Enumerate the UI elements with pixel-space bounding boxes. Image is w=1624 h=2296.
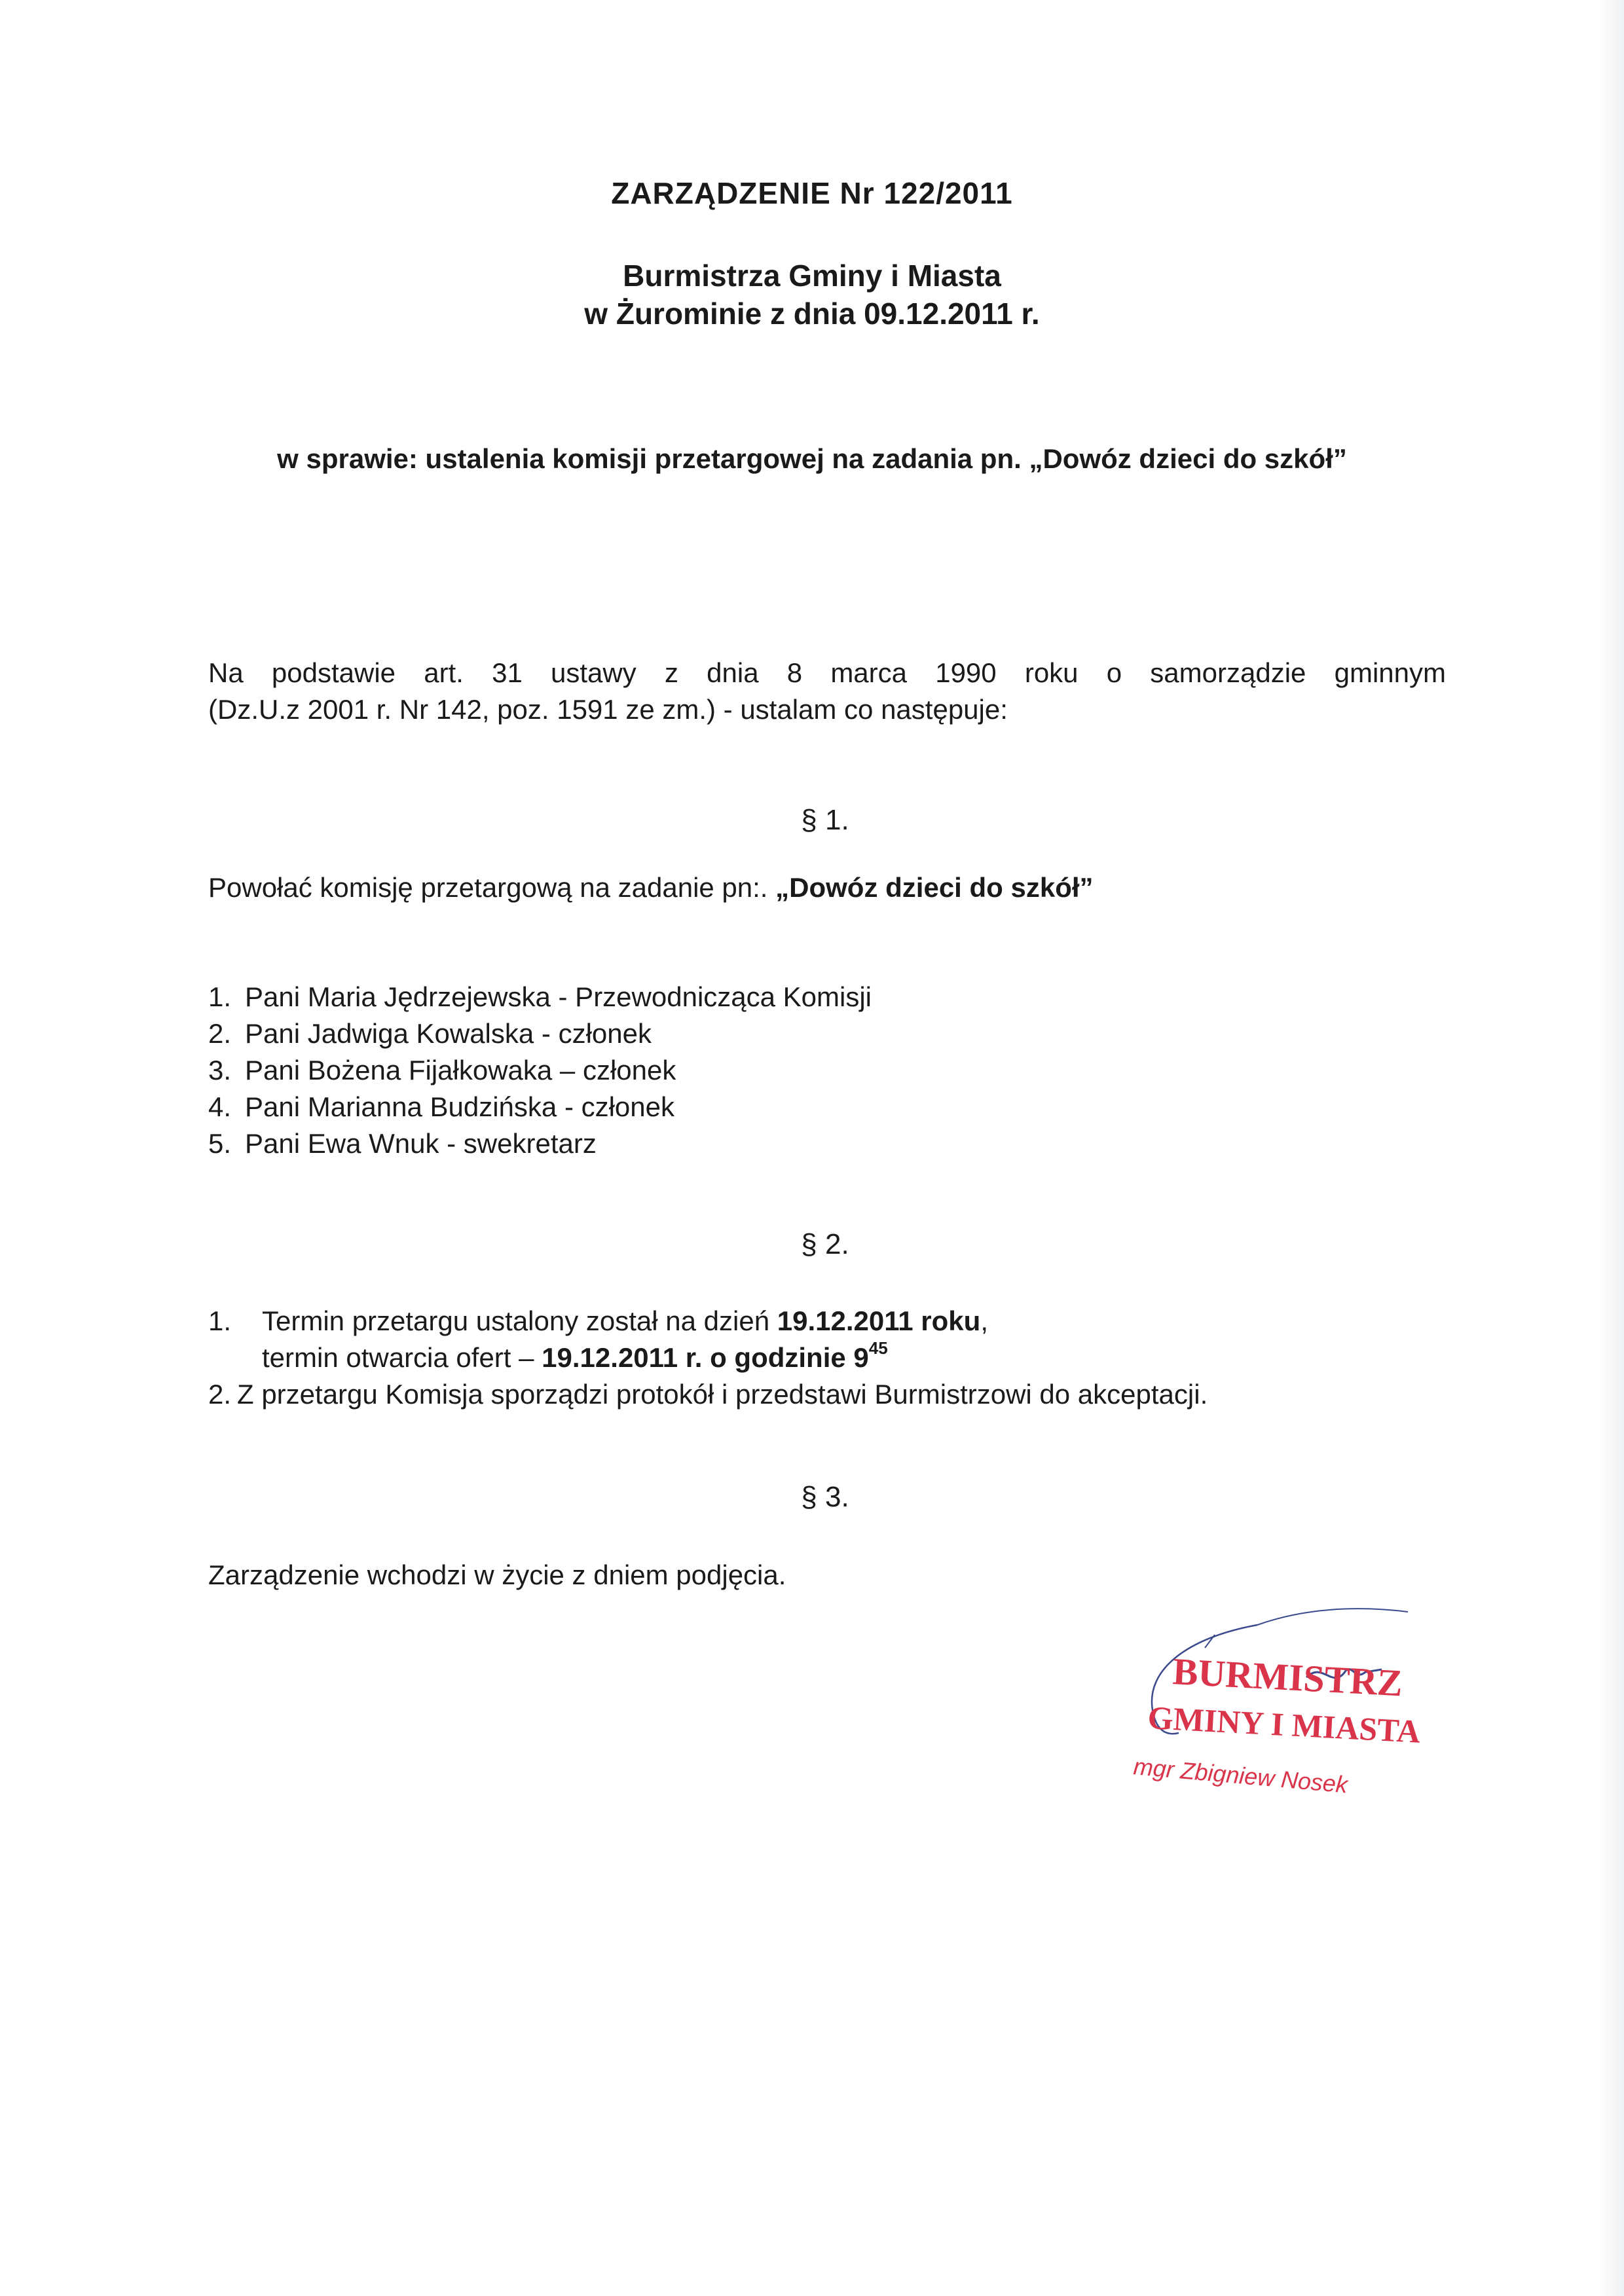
stamp-line-1: BURMISTRZ: [1172, 1650, 1404, 1705]
list-item-number: 1.: [208, 1305, 232, 1336]
list-item-number: 5.: [208, 1128, 232, 1159]
list-item: [208, 1015, 1446, 1052]
list-item-number: 1.: [208, 981, 232, 1012]
list-item-number: 4.: [208, 1091, 232, 1122]
list-item-number: 2.: [208, 1018, 232, 1049]
legal-basis-line-2: (Dz.U.z 2001 r. Nr 142, poz. 1591 ze zm.) - ustalam co następuje:: [208, 694, 1008, 725]
list-item-number: 3.: [208, 1055, 232, 1085]
tender-date-suffix: ,: [980, 1305, 988, 1336]
list-item: [208, 1125, 1446, 1162]
list-item-text: Pani Jadwiga Kowalska - członek: [245, 1018, 652, 1049]
section-3-heading: § 3.: [801, 1481, 849, 1513]
offer-opening-time: 19.12.2011 r. o godzinie 9: [542, 1342, 869, 1373]
document-issuer: [0, 257, 1624, 333]
offer-opening-minutes: 45: [868, 1338, 888, 1358]
list-item-number: 2.: [208, 1379, 232, 1410]
offer-opening-prefix: termin otwarcia ofert –: [262, 1342, 542, 1373]
section-1-heading: § 1.: [801, 804, 849, 836]
document-title: ZARZĄDZENIE Nr 122/2011: [611, 176, 1013, 210]
list-item: [208, 979, 1446, 1015]
list-item-text: Z przetargu Komisja sporządzi protokół i przedstawi Burmistrzowi do akceptacji.: [237, 1379, 1208, 1410]
tender-date: 19.12.2011 roku: [777, 1305, 981, 1336]
list-item-text: Pani Marianna Budzińska - członek: [245, 1091, 675, 1122]
stamp-name: mgr Zbigniew Nosek: [1132, 1753, 1349, 1798]
list-item: [208, 1052, 1446, 1089]
official-stamp: [1107, 1599, 1447, 1802]
list-item: [208, 1089, 1446, 1125]
tender-date-prefix: Termin przetargu ustalony został na dzień: [262, 1305, 777, 1336]
section-2-items: [208, 1303, 1446, 1413]
section-1-intro: [208, 869, 1446, 906]
issuer-line-2: w Żurominie z dnia 09.12.2011 r.: [584, 297, 1040, 331]
committee-members-list: [208, 979, 1446, 1162]
section-2-item-1: [208, 1303, 1446, 1339]
issuer-line-1: Burmistrza Gminy i Miasta: [623, 259, 1001, 293]
section-1-intro-prefix: Powołać komisję przetargową na zadanie pn:.: [208, 872, 776, 903]
signature-stroke: [1205, 1635, 1215, 1648]
list-item-text: Pani Maria Jędrzejewska - Przewodnicząca Komisji: [245, 981, 872, 1012]
document-subject: w sprawie: ustalenia komisji przetargowej na zadania pn. „Dowóz dzieci do szkół”: [277, 443, 1347, 474]
stamp-line-2: GMINY I MIASTA: [1147, 1699, 1422, 1750]
list-item-text: Pani Bożena Fijałkowaka – członek: [245, 1055, 676, 1085]
section-2-item-2: [208, 1376, 1446, 1413]
scan-page-edge: [1598, 0, 1624, 2296]
section-2-item-1-line-2: [208, 1339, 1446, 1376]
legal-basis-line-1: Na podstawie art. 31 ustawy z dnia 8 marca 1990 roku o samorządzie gminnym: [208, 657, 1446, 688]
signature-stroke: [1257, 1609, 1408, 1625]
list-item-text: Pani Ewa Wnuk - swekretarz: [245, 1128, 597, 1159]
section-3-text: Zarządzenie wchodzi w życie z dniem podjęcia.: [208, 1559, 786, 1590]
section-1-task-name: „Dowóz dzieci do szkół”: [775, 872, 1094, 903]
section-2-heading: § 2.: [801, 1228, 849, 1260]
legal-basis: [208, 655, 1446, 728]
